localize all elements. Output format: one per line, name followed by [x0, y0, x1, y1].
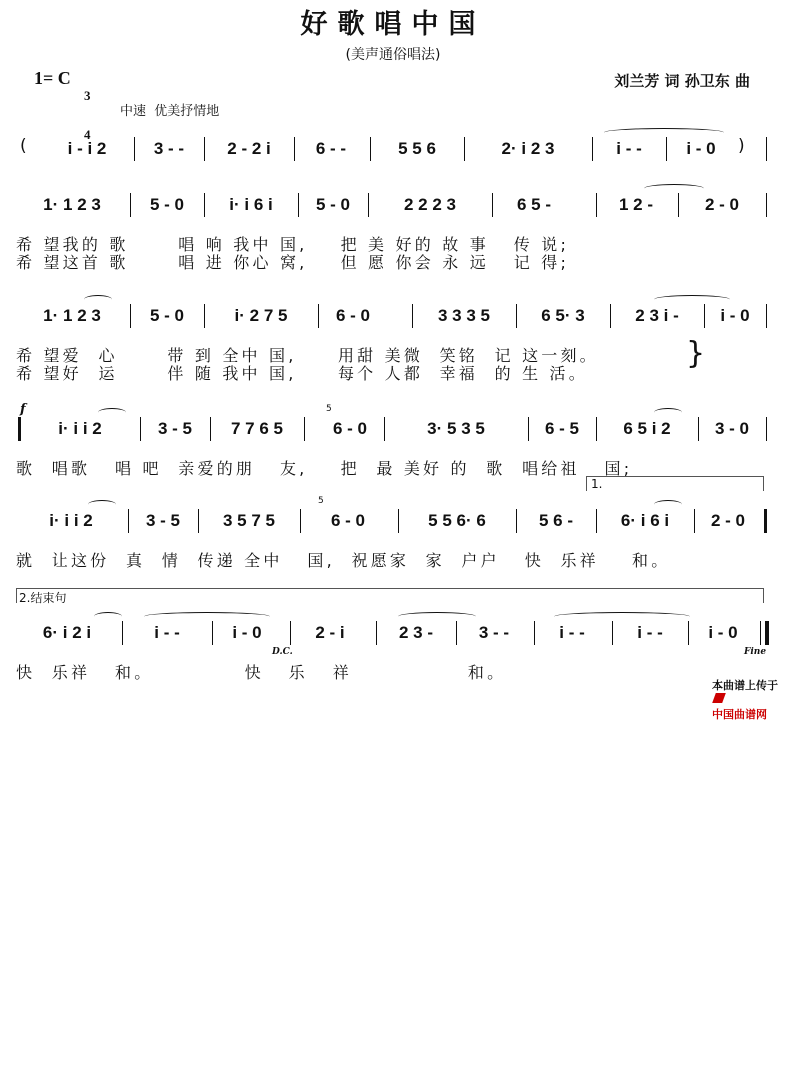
tie	[98, 408, 126, 417]
staff-line-4	[14, 404, 774, 442]
measure: i - 0	[686, 139, 716, 158]
measure: 6 5 i 2	[623, 419, 671, 438]
measure: 6· i 6 i	[620, 511, 670, 530]
staff-line-5	[14, 496, 774, 534]
pen-icon	[712, 693, 726, 703]
barline	[596, 509, 597, 533]
measure: 1· 1 2 3	[43, 306, 101, 325]
measure: 2 - 0	[710, 511, 746, 530]
tie	[94, 612, 122, 621]
lyric-verse-1: 希 望爱 心 带 到 全中 国, 用甜 美微 笑铭 记 这一刻。	[16, 346, 599, 365]
barline	[766, 193, 767, 217]
barline	[528, 417, 529, 441]
measure: i - i 2	[67, 139, 107, 158]
measure: 3 - 5	[157, 419, 193, 438]
measure: 2 3 i -	[635, 306, 679, 325]
barline	[294, 137, 295, 161]
measure: i· i 6 i	[229, 195, 273, 214]
barline	[134, 137, 135, 161]
repeat-start-barline	[18, 417, 21, 441]
dynamic-forte: f	[20, 402, 26, 417]
measure: 5 - 0	[315, 195, 351, 214]
measure: 1 2 -	[618, 195, 654, 214]
measure: 2 3 -	[398, 623, 434, 642]
barline	[304, 417, 305, 441]
tie	[144, 612, 270, 621]
barline	[298, 193, 299, 217]
lyric-chorus-1: 歌 唱歌 唱 吧 亲爱的朋 友, 把 最 美好 的 歌 唱给祖 国;	[16, 459, 633, 478]
barline	[384, 417, 385, 441]
barline	[204, 193, 205, 217]
barline	[766, 304, 767, 328]
measure: 3 3 3 5	[438, 306, 490, 325]
measure: 6 - 0	[332, 419, 368, 438]
time-sig-bottom: 4	[84, 127, 91, 142]
measure: i· i i 2	[58, 419, 102, 438]
measure: i· i i 2	[49, 511, 93, 530]
barline	[204, 137, 205, 161]
measure: 6· i 2 i	[42, 623, 92, 642]
barline	[704, 304, 705, 328]
lyric-verse-2: 希 望这首 歌 唱 进 你心 窝, 但 愿 你会 永 远 记 得;	[16, 253, 570, 272]
barline	[694, 509, 695, 533]
measure: 2 - i	[315, 623, 345, 642]
staff-line-2	[14, 192, 774, 218]
barline	[596, 193, 597, 217]
tie	[398, 612, 476, 621]
volta-2-bracket	[16, 588, 764, 603]
measure: 5 6 -	[538, 511, 574, 530]
barline	[376, 621, 377, 645]
measure: 3 - 5	[145, 511, 181, 530]
measure: i - -	[154, 623, 180, 642]
footer-watermark	[704, 664, 778, 722]
barline	[596, 417, 597, 441]
barline	[198, 509, 199, 533]
tie	[644, 184, 704, 193]
barline	[698, 417, 699, 441]
tempo-marking: 中速 优美抒情地	[120, 104, 220, 119]
time-sig-top: 3	[84, 88, 91, 103]
measure: i - -	[637, 623, 663, 642]
barline	[412, 304, 413, 328]
song-subtitle: (美声通俗唱法)	[345, 47, 441, 63]
measure: i - -	[559, 623, 585, 642]
barline	[204, 304, 205, 328]
footer-brand[interactable]: 中国曲谱网	[712, 708, 767, 721]
repeat-end-barline	[764, 509, 767, 533]
lyric-verse-2: 希 望好 运 伴 随 我中 国, 每个 人都 幸福 的 生 活。	[16, 364, 588, 383]
barline	[612, 621, 613, 645]
measure: 6 - 0	[335, 306, 371, 325]
measure: 6 - 5	[544, 419, 580, 438]
barline	[130, 193, 131, 217]
measure: 3 5 7 5	[223, 511, 275, 530]
paren-close: )	[738, 136, 745, 156]
volta-2-label: 2.结束句	[19, 591, 67, 605]
measure: 6 5· 3	[541, 306, 585, 325]
barline	[456, 621, 457, 645]
grace-note: 5	[326, 404, 332, 414]
barline	[766, 137, 767, 161]
barline	[666, 137, 667, 161]
measure: 1· 1 2 3	[43, 195, 101, 214]
barline	[516, 509, 517, 533]
barline	[534, 621, 535, 645]
measure: i - 0	[720, 306, 750, 325]
barline	[140, 417, 141, 441]
barline	[300, 509, 301, 533]
measure: 3 - 0	[714, 419, 750, 438]
credits: 刘兰芳 词 孙卫东 曲	[614, 72, 750, 90]
volta-1-bracket	[586, 476, 764, 491]
verse-brace: }	[686, 336, 706, 371]
barline	[368, 193, 369, 217]
lyric-ending: 快 乐祥 和。 快 乐 祥 和。	[16, 663, 507, 682]
measure: i - 0	[232, 623, 262, 642]
measure: 3 - -	[153, 139, 185, 158]
tie	[604, 128, 724, 137]
measure: 5 5 6	[398, 139, 436, 158]
measure: 6 - -	[315, 139, 347, 158]
barline	[516, 304, 517, 328]
volta-1-label: 1.	[591, 477, 603, 491]
measure: 5 5 6· 6	[428, 511, 486, 530]
barline	[370, 137, 371, 161]
barline	[464, 137, 465, 161]
footer-text: 本曲谱上传于	[712, 679, 778, 692]
paren-open: (	[20, 136, 27, 156]
barline	[130, 304, 131, 328]
barline	[210, 417, 211, 441]
dc-marking: D.C.	[272, 647, 293, 657]
tie	[88, 500, 116, 509]
barline	[318, 304, 319, 328]
measure: 2 - 2 i	[227, 139, 271, 158]
barline	[128, 509, 129, 533]
song-title: 好歌唱中国	[300, 9, 486, 40]
measure: 7 7 6 5	[231, 419, 283, 438]
barline	[688, 621, 689, 645]
barline	[290, 621, 291, 645]
tie	[654, 500, 682, 509]
barline	[766, 417, 767, 441]
measure: 2· i 2 3	[501, 139, 555, 158]
measure: 6 - 0	[330, 511, 366, 530]
measure: i - -	[616, 139, 642, 158]
measure: 2 2 2 3	[404, 195, 456, 214]
barline	[398, 509, 399, 533]
lyric-chorus-2: 就 让这份 真 情 传递 全中 国, 祝愿家 家 户户 快 乐祥 和。	[16, 551, 671, 570]
measure: i - 0	[708, 623, 738, 642]
tie	[554, 612, 690, 621]
measure: i· 2 7 5	[234, 306, 288, 325]
measure: 3· 5 3 5	[427, 419, 485, 438]
measure: 5 - 0	[149, 306, 185, 325]
measure: 3 - -	[478, 623, 510, 642]
barline	[492, 193, 493, 217]
barline	[760, 621, 761, 645]
tie	[654, 295, 730, 304]
lyric-verse-1: 希 望我的 歌 唱 响 我中 国, 把 美 好的 故 事 传 说;	[16, 235, 570, 254]
staff-line-6	[14, 620, 774, 646]
fine-marking: Fine	[744, 647, 767, 657]
barline	[592, 137, 593, 161]
measure: 5 - 0	[149, 195, 185, 214]
tie	[654, 408, 682, 417]
staff-line-1	[14, 136, 774, 162]
barline	[610, 304, 611, 328]
barline	[122, 621, 123, 645]
measure: 6 5 -	[516, 195, 552, 214]
measure: 2 - 0	[704, 195, 740, 214]
staff-line-3	[14, 303, 774, 329]
key-signature: 1= C	[34, 68, 71, 88]
barline	[678, 193, 679, 217]
final-barline	[765, 621, 769, 645]
grace-note: 5	[318, 496, 324, 506]
tie	[84, 295, 112, 304]
barline	[212, 621, 213, 645]
